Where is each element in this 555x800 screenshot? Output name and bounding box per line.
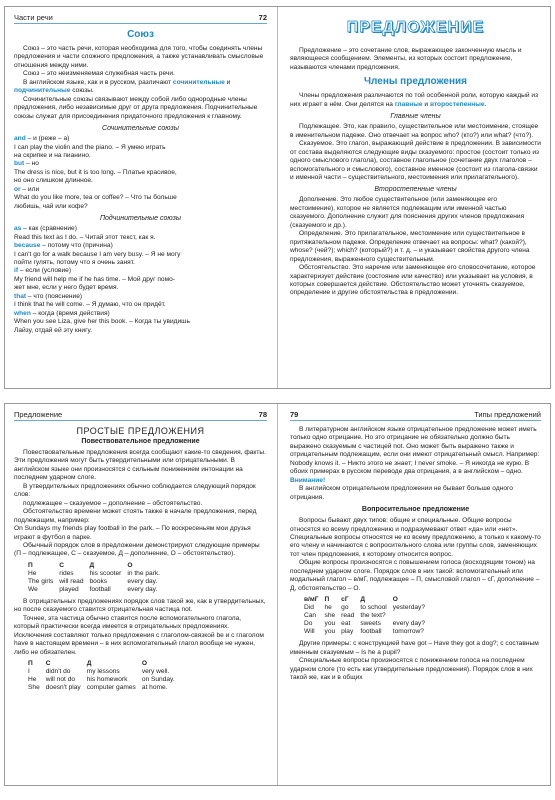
table-cell: We: [28, 585, 38, 593]
paragraph: [290, 92, 541, 109]
table-cell: on Sunday.: [141, 676, 175, 684]
text: союзы.: [70, 87, 94, 95]
example-line: I think that he will come. – Я думаю, что он придёт.: [14, 301, 166, 309]
section-title: Члены предложения: [364, 76, 467, 88]
running-header: [14, 13, 267, 24]
table-cell: The girls: [28, 577, 54, 585]
page-number: 72: [258, 13, 267, 22]
negative-table: [28, 660, 181, 692]
paragraph: Обычный порядок слов в предложении демонстрируют следующие примеры (П – подлежащее, С – сказуемое, Д – дополнение, О – обстоятельство).: [14, 541, 260, 558]
header-cell: С: [45, 660, 51, 668]
conj-word: when: [14, 309, 31, 317]
running-header: [290, 410, 541, 421]
conj-line: and – и (реже – а): [14, 135, 70, 143]
table-row: [28, 684, 181, 692]
term: главные: [394, 100, 423, 108]
conj-word: or: [14, 185, 21, 193]
conj-line: when – когда (время действия): [14, 309, 110, 317]
table-cell: you: [324, 628, 336, 636]
paragraph: В утвердительных предложениях обычно соблюдается следующий порядок слов:: [14, 482, 256, 499]
paragraph: Обстоятельство. Это наречие или заменяющее его словосочетание, которое характеризует действие (состояние или качество) или указывает на условия, в которых совершается действие. Обстоятельство может уточнять сказуемое, определение и другие обстоятельства в предложении.: [290, 264, 536, 297]
page-73: [278, 7, 550, 388]
example-line: I can play the violin and the piano. – Я умею играть: [14, 143, 166, 151]
term: сочинительные: [172, 78, 225, 86]
table-cell: my lessons: [86, 668, 120, 676]
table-cell: Do: [304, 620, 313, 628]
table-cell: Can: [304, 612, 317, 620]
table-cell: his homework: [86, 676, 128, 684]
header-cell: О: [392, 596, 398, 604]
section-title: Союз: [127, 29, 154, 40]
paragraph: Обстоятельство времени может стоять также в начале предложения, перед подлежащим, например:: [14, 508, 257, 524]
paragraph: On Sundays my friends play football in the park. – По воскресеньям мои друзья играют в футбол в парке.: [14, 525, 251, 541]
example-line: What do you like more, tea or coffee? – Что ты больше: [14, 194, 177, 202]
paragraph: Союз – это неизменяемая служебная часть речи.: [23, 70, 175, 78]
conj-word: if: [14, 267, 19, 275]
text: В английском языке, как и в русском, различают: [23, 78, 173, 86]
table-cell: football: [360, 628, 382, 636]
conj-word: as: [14, 225, 22, 233]
header-cell: Д: [89, 561, 95, 569]
paragraph: В английском отрицательном предложении не бывает больше одного отрицания.: [290, 485, 513, 501]
conj-line: as – как (сравнение): [14, 225, 77, 233]
attention-text: Внимание!: [290, 476, 326, 484]
table-cell: didn't do: [45, 668, 71, 676]
header-title: Предложение: [14, 410, 63, 419]
paragraph: Сказуемое. Это глагол, выражающий действие в предложении. В зависимости от состава выделяются следующие виды сказуемого: простое (состоит только из одного смыслового глагола), составное глагольное (сочетание двух глаголов – вспомогательного и смыслового), составное именное (состоит из глагола-связки и именной части – существительного, местоимения или прилагательного).: [290, 140, 541, 181]
subsection-title: Подчинительные союзы: [99, 215, 182, 223]
table-cell: Did: [304, 604, 314, 612]
header-cell: П: [28, 660, 33, 668]
running-header: [14, 410, 267, 421]
conj-line: that – что (пояснение): [14, 292, 83, 300]
term: второстепенные: [429, 100, 485, 108]
example-line: жет мне, если у него будет время.: [14, 284, 119, 292]
conj-word: but: [14, 160, 25, 168]
table-row: [304, 628, 431, 636]
header-cell: в/мГ: [304, 596, 319, 604]
header-cell: О: [141, 660, 147, 668]
table-cell: play: [341, 628, 354, 636]
table-cell: yesterday?: [392, 604, 426, 612]
sub-examples: [14, 225, 267, 335]
paragraph: Вопросы бывают двух типов: общие и специальные. Общие вопросы относятся ко всему предложению и подразумевают ответ «да» или «нет». Специальные вопросы относятся не ко всему предложению, а только к какому-то его члену и начинаются с вопросительного слова или группы слов, заменяющих тот член предложения, к которому относится вопрос.: [290, 517, 541, 558]
header-cell: Д: [360, 596, 366, 604]
header-cell: С: [59, 561, 65, 569]
table-cell: football: [89, 585, 111, 593]
example-line: When you see Liza, give her this book. – Когда ты увидишь: [14, 318, 190, 326]
section-title: ПРОСТЫЕ ПРЕДЛОЖЕНИЯ: [76, 426, 205, 436]
table-row: [304, 620, 431, 628]
table-cell: computer games: [86, 684, 136, 692]
table-cell: sweets: [360, 620, 381, 628]
paragraph: В литературном английском языке отрицательное предложение может иметь только одно отрицание. Но это отрицание не обязательно должно быть выражено сказуемым с частицей not. Оно может быть выражено также и отрицательным подлежащим, если они имеют отрицательный смысл. Например: Nobody knows it. – Никто этого не знает; I never smoke. – Я никогда не курю. В обоих примерах в русском переводе два отрицания, а в английском – одно.: [290, 426, 540, 476]
text: и: [224, 78, 231, 86]
table-cell: go: [341, 604, 349, 612]
table-header: [28, 660, 181, 668]
bottom-spread: [4, 403, 551, 786]
table-row: [28, 586, 166, 594]
paragraph: Точнее, эта частица обычно ставится после вспомогательного глагола, который практически всегда имеется в отрицательных предложениях. Исключения составляют только предложения с глаголом-связкой be и с глаголом have в настоящем времени – в них вспомогательный глагол вообще не нужен, либо не обязателен.: [14, 614, 264, 656]
header-cell: сГ: [341, 596, 349, 604]
page-79: [278, 404, 550, 785]
header-title: Типы предложений: [474, 410, 541, 419]
chapter-title: ПРЕДЛОЖЕНИЕ: [346, 19, 485, 36]
paragraph: Предложение – это сочетание слов, выражающее законченную мысль и являющееся сообщением. Элементы, из которых состоит предложение, называются членами предложения.: [290, 47, 522, 71]
paragraph: Общие вопросы произносятся с повышением голоса (восходящим тоном) на последнем ударном слоге. Порядок слов в них такой: вспомогательный или модальный глагол – в/мГ, подлежащее – П, смысловой глагол – сГ, дополнение – Д, обстоятельство – О.: [290, 559, 540, 592]
paragraph: Специальные вопросы произносятся с понижением голоса на последнем ударном слоге (то есть как утвердительные предложения). Порядок слов в них такой же, как и в общих: [290, 657, 533, 681]
table-cell: to school: [360, 604, 387, 612]
table-cell: played: [59, 585, 79, 593]
table-cell: the text?: [360, 612, 386, 620]
paragraph: Другие примеры: с конструкцией have got – Have they got a dog?; с составным именным сказуемым – Is he a pupil?: [290, 640, 539, 656]
table-cell: He: [28, 569, 37, 577]
paragraph: Повествовательные предложения всегда сообщают какие-то сведения, факты. Эти предложения могут быть утвердительными или отрицательными. В английском языке они произносятся с сильным понижением интонации на последнем ударном слоге.: [14, 449, 266, 482]
example-line: Read this text as I do. – Читай этот текст, как я.: [14, 233, 156, 241]
table-cell: every day.: [127, 585, 158, 593]
header-cell: П: [324, 596, 330, 604]
table-row: [28, 676, 181, 684]
header-cell: О: [127, 561, 133, 569]
page-number: 79: [290, 410, 299, 419]
conj-word: that: [14, 292, 27, 300]
paragraph: В отрицательных предложениях порядок слов такой же, как в утвердительных, но после сказуемого ставится отрицательная частица not.: [14, 597, 266, 614]
table-cell: books: [89, 577, 108, 585]
conj-line: if – если (условие): [14, 267, 72, 275]
text: и: [422, 100, 430, 108]
subsection-title: Вопросительное предложение: [361, 506, 470, 514]
table-row: [304, 612, 431, 620]
table-cell: he: [324, 604, 332, 612]
conj-line: or – или: [14, 185, 40, 193]
term: подчинительные: [14, 87, 71, 95]
table-cell: [393, 612, 431, 620]
paragraph: Подлежащее. Это, как правило, существительное или местоимение, стоящее в именительном падеже. Оно отвечает на вопрос who? (кто?) или what? (что?).: [290, 123, 539, 139]
table-cell: read: [341, 612, 355, 620]
table-header: [304, 596, 431, 604]
text: Члены предложения различаются по той особенной роли, которую каждый из них играет в нём. Они делятся на: [290, 92, 539, 108]
page-number: 78: [258, 410, 267, 419]
conj-line: because – потому что (причина): [14, 242, 113, 250]
table-cell: I: [28, 668, 30, 676]
table-cell: every day?: [392, 620, 426, 628]
conj-word: and: [14, 135, 26, 143]
table-cell: very well.: [141, 668, 170, 676]
top-spread: [4, 6, 551, 389]
subsection-title: Сочинительные союзы: [102, 125, 179, 133]
example-line: на скрипке и на пианино.: [14, 151, 91, 159]
header-cell: П: [28, 561, 33, 569]
example-line: My friend will help me if he has time. – Мой друг помо-: [14, 275, 175, 283]
page-78: [5, 404, 278, 785]
table-cell: tomorrow?: [392, 628, 424, 636]
page-72: [5, 7, 278, 388]
attention-label: [290, 477, 541, 485]
table-cell: will not do: [45, 676, 76, 684]
table-cell: his scooter: [89, 569, 122, 577]
paragraph: Дополнение. Это любое существительное (или заменяющее его местоимение), которое не является подлежащим или именной частью сказуемого. Дополнение служит для пояснения других членов предложения (сказуемого и др.).: [290, 196, 525, 229]
table-header: [28, 562, 166, 570]
paragraph: подлежащее – сказуемое – дополнение – обстоятельство.: [23, 499, 203, 507]
table-cell: every day.: [127, 577, 158, 585]
table-cell: you: [324, 620, 336, 628]
table-cell: she: [324, 612, 336, 620]
table-cell: doesn't play: [45, 684, 81, 692]
table-row: [28, 578, 166, 586]
example-line: но оно слишком длинное.: [14, 177, 93, 185]
example-line: The dress is nice, but it is too long. – Платье красивое,: [14, 168, 177, 176]
example-line: I can't go for a walk because I am very busy. – Я не могу: [14, 250, 181, 258]
table-cell: rides: [59, 569, 74, 577]
coord-examples: [14, 135, 267, 211]
table-cell: He: [28, 676, 37, 684]
table-cell: eat: [341, 620, 351, 628]
question-table: [304, 596, 431, 636]
subsection-title: Главные члены: [390, 113, 441, 121]
table-cell: She: [28, 684, 40, 692]
table-row: [304, 604, 431, 612]
subsection-title: Второстепенные члены: [374, 186, 457, 194]
conj-word: because: [14, 242, 41, 250]
header-cell: Д: [86, 660, 92, 668]
table-cell: will read: [59, 577, 84, 585]
conj-line: but – но: [14, 160, 39, 168]
paragraph: [14, 79, 267, 96]
table-cell: Will: [304, 628, 315, 636]
text: .: [484, 100, 487, 108]
example-line: любишь, чай или кофе?: [14, 202, 88, 210]
table-cell: at home.: [141, 684, 168, 692]
paragraph: Сочинительные союзы связывают между собой либо однородные члены предложения, либо независимые друг от друга предложения. Подчинительные союзы служат для присоединения придаточного предложения к главному.: [14, 95, 258, 120]
header-title: Части речи: [14, 13, 53, 22]
subsection-title: Повествовательное предложение: [81, 438, 200, 445]
example-line: Лайзу, отдай ей эту книгу.: [14, 326, 92, 334]
word-order-table: [28, 562, 166, 594]
paragraph: Определение. Это прилагательное, местоимение или существительное в притяжательном падеже. Определение отвечает на вопросы: what? (какой?), whose? (чей?); which? (который?) и т. д. – и указывает свойства другого члена предложения, выраженного существительным.: [290, 230, 530, 263]
paragraph: Союз – это часть речи, которая необходима для того, чтобы соединять члены предложения и части сложного предложения, а также устанавливать смысловые отношения между ними.: [14, 45, 264, 69]
table-row: [28, 570, 166, 578]
table-cell: in the park.: [127, 569, 160, 577]
example-line: пойти гулять, потому что я очень занят.: [14, 258, 135, 266]
table-row: [28, 668, 181, 676]
